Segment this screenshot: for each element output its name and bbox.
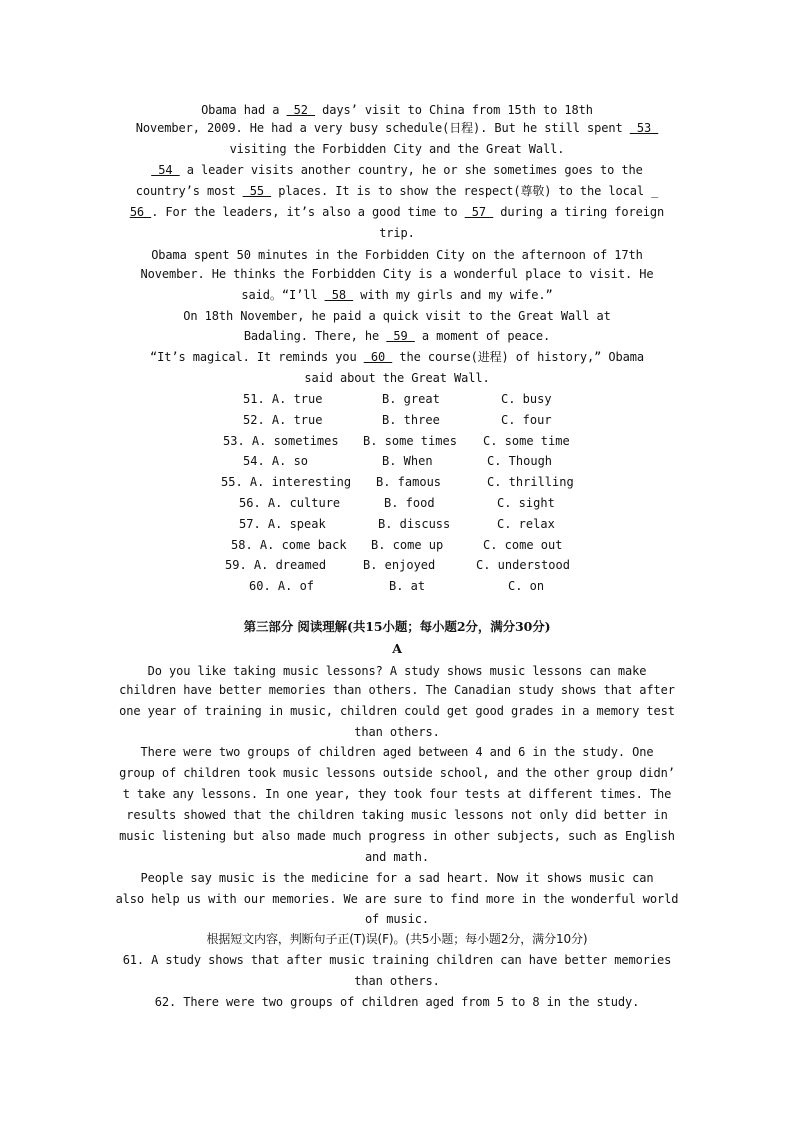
reading-line: Do you like taking music lessons? A study shows music lessons can make	[147, 664, 647, 678]
reading-line: music listening but also made much progress in other subjects, such as English	[119, 829, 675, 843]
cloze-text: places. It is to show the respect(尊敬) to the local _	[271, 184, 659, 198]
cloze-line	[100, 326, 694, 346]
option-b: B. enjoyed	[363, 558, 436, 573]
statement-line: 62. There were two groups of children aged from 5 to 8 in the study.	[154, 995, 640, 1009]
option-c: C. some time	[483, 433, 570, 448]
cloze-text: “It’s magical. It reminds you	[149, 350, 364, 364]
section-heading: 第三部分 阅读理解(共15小题；每小题2分，满分30分)	[243, 619, 551, 634]
option-c: C. four	[501, 412, 552, 427]
option-row	[0, 576, 794, 596]
option-c: C. busy	[501, 392, 552, 406]
option-a: 57. A. speak	[239, 516, 326, 531]
option-a: 60. A. of	[249, 579, 315, 594]
reading-line: of music.	[364, 912, 430, 926]
cloze-line	[100, 223, 694, 243]
cloze-text: a moment of peace.	[414, 329, 551, 343]
cloze-blank: 60	[363, 350, 393, 364]
option-c: C. Though	[487, 454, 553, 469]
cloze-text: days’ visit to China from 15th to 18th	[315, 103, 593, 117]
reading-line: results showed that the children taking music lessons not only did better in	[126, 808, 668, 822]
option-row	[0, 389, 794, 409]
cloze-text: the course(进程) of history,” Obama	[392, 350, 645, 364]
option-b: B. famous	[376, 475, 442, 490]
cloze-text: Obama had a	[201, 103, 287, 117]
cloze-text: Obama spent 50 minutes in the Forbidden City on the afternoon of 17th	[151, 248, 643, 262]
cloze-text: trip.	[379, 226, 415, 240]
cloze-blank: 55	[242, 184, 272, 198]
cloze-blank: 59	[386, 329, 415, 343]
cloze-line	[100, 285, 694, 305]
statement-line: than others.	[354, 974, 440, 988]
cloze-line	[100, 181, 694, 201]
reading-line: one year of training in music, children could get good grades in a memory test	[119, 704, 675, 718]
cloze-blank: 57	[464, 205, 494, 219]
option-row	[0, 410, 794, 430]
option-row	[0, 472, 794, 492]
option-c: C. on	[508, 579, 545, 594]
option-row	[0, 431, 794, 451]
cloze-text: Badaling. There, he	[243, 329, 387, 343]
cloze-text: with my girls and my wife.”	[353, 288, 553, 302]
cloze-text: during a tiring foreign	[493, 205, 665, 219]
cloze-text: said。“I’ll	[241, 288, 325, 302]
cloze-blank: 56	[129, 205, 152, 219]
option-b: B. at	[389, 579, 426, 594]
option-b: B. discuss	[378, 516, 451, 531]
cloze-line	[100, 306, 694, 326]
cloze-text: On 18th November, he paid a quick visit to the Great Wall at	[183, 309, 611, 323]
cloze-text: November. He thinks the Forbidden City is a wonderful place to visit. He	[140, 267, 654, 281]
option-a: 55. A. interesting	[221, 475, 352, 490]
option-a: 56. A. culture	[239, 496, 341, 510]
option-row	[0, 493, 794, 513]
cloze-line	[100, 202, 694, 222]
option-a: 51. A. true	[243, 392, 323, 406]
passage-label: A	[392, 641, 402, 656]
reading-line: There were two groups of children aged between 4 and 6 in the study. One	[140, 745, 654, 759]
reading-line: than others.	[354, 725, 440, 739]
option-c: C. understood	[476, 558, 570, 573]
option-a: 52. A. true	[243, 412, 323, 427]
option-b: B. come up	[371, 537, 444, 552]
cloze-line	[100, 118, 694, 138]
reading-line: People say music is the medicine for a sad heart. Now it shows music can	[140, 871, 654, 885]
option-c: C. come out	[483, 537, 563, 552]
option-c: C. relax	[497, 516, 555, 531]
cloze-blank: 58	[324, 288, 354, 302]
reading-line: also help us with our memories. We are sure to find more in the wonderful world	[115, 892, 679, 906]
option-c: C. thrilling	[487, 475, 574, 490]
reading-line: children have better memories than others. The Canadian study shows that after	[119, 683, 675, 697]
cloze-text: . For the leaders, it’s also a good time to	[151, 205, 465, 219]
option-row	[0, 535, 794, 555]
cloze-blank: 53	[629, 121, 659, 135]
option-row	[0, 451, 794, 471]
option-a: 58. A. come back	[231, 537, 347, 552]
option-a: 54. A. so	[243, 454, 309, 469]
cloze-text: November, 2009. He had a very busy schedule(日程). But he still spent	[135, 121, 630, 135]
reading-line: and math.	[364, 850, 430, 864]
cloze-text: said about the Great Wall.	[304, 371, 490, 385]
option-a: 53. A. sometimes	[223, 433, 339, 448]
cloze-line	[100, 139, 694, 159]
statement-line: 61. A study shows that after music training children can have better memories	[122, 953, 672, 967]
cloze-line	[100, 100, 694, 120]
cloze-text: a leader visits another country, he or she sometimes goes to the	[179, 163, 643, 177]
option-row	[0, 514, 794, 534]
cloze-blank: 52	[286, 103, 316, 117]
cloze-line	[100, 264, 694, 284]
option-b: B. food	[384, 496, 435, 510]
option-b: B. some times	[363, 433, 457, 448]
option-b: B. When	[382, 454, 433, 469]
cloze-text: country’s most	[135, 184, 243, 198]
instruction-text: 根据短文内容，判断句子正(T)误(F)。(共5小题；每小题2分，满分10分)	[206, 932, 588, 946]
cloze-text: visiting the Forbidden City and the Great Wall.	[229, 142, 565, 156]
option-a: 59. A. dreamed	[225, 558, 327, 573]
cloze-line	[100, 347, 694, 367]
cloze-blank: 54	[151, 163, 180, 177]
option-b: B. great	[382, 392, 440, 406]
reading-line: group of children took music lessons outside school, and the other group didn’	[119, 766, 675, 780]
cloze-line	[100, 368, 694, 388]
option-b: B. three	[382, 412, 440, 427]
cloze-line	[100, 245, 694, 265]
reading-line: t take any lessons. In one year, they took four tests at different times. The	[122, 787, 672, 801]
option-row	[0, 555, 794, 575]
cloze-line	[100, 160, 694, 180]
option-c: C. sight	[497, 496, 555, 510]
